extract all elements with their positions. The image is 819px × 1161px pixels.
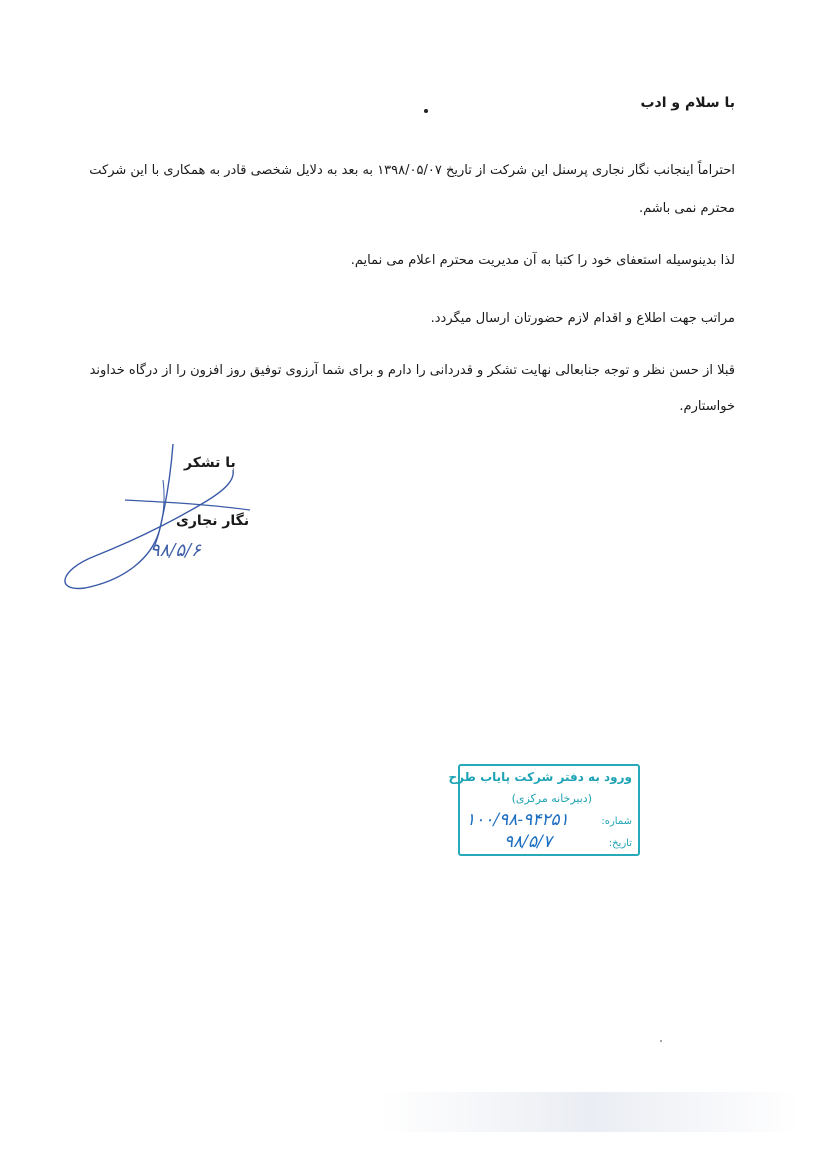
- signer-name: نگار نجاری: [176, 513, 250, 529]
- greeting: با سلام و ادب: [640, 95, 735, 111]
- stamp-subtitle: (دبیرخانه مرکزی): [511, 792, 592, 805]
- stamp-date-value: ۹۸/۵/۷: [504, 832, 552, 852]
- paragraph-2: لذا بدینوسیله استعفای خود را کتبا به آن مدیریت محترم اعلام می نمایم.: [350, 253, 735, 268]
- handwritten-signature: [55, 440, 255, 600]
- signature-date: ۹۸/۵/۶: [150, 540, 201, 561]
- scan-artifact: [380, 1092, 800, 1132]
- ink-speck: [660, 1040, 662, 1042]
- stamp-number-value: ۱۰۰/۹۸-۹۴۲۵۱: [466, 810, 569, 830]
- paragraph-4-line-1: قبلا از حسن نظر و توجه جنابعالی نهایت تشکر و قدردانی را دارم و برای شما آرزوی توفیق روز افزون را از درگاه خداوند: [89, 363, 735, 378]
- paragraph-1-line-1: احتراماً اینجانب نگار نجاری پرسنل این شرکت از تاریخ ۱۳۹۸/۰۵/۰۷ به بعد به دلایل شخصی قادر به همکاری با این شرکت: [89, 163, 735, 178]
- stamp-number-label: شماره:: [601, 816, 632, 827]
- paragraph-4-line-2: خواستارم.: [679, 399, 735, 414]
- stamp-date-label: تاریخ:: [608, 838, 632, 849]
- paragraph-3: مراتب جهت اطلاع و اقدام لازم حضورتان ارسال میگردد.: [430, 311, 735, 326]
- stamp-title: ورود به دفتر شرکت پایاب طرح: [448, 770, 632, 784]
- ink-dot: [424, 109, 428, 113]
- paragraph-1-line-2: محترم نمی باشم.: [639, 201, 735, 216]
- registry-stamp: [448, 764, 640, 856]
- closing: با تشکر: [184, 455, 236, 471]
